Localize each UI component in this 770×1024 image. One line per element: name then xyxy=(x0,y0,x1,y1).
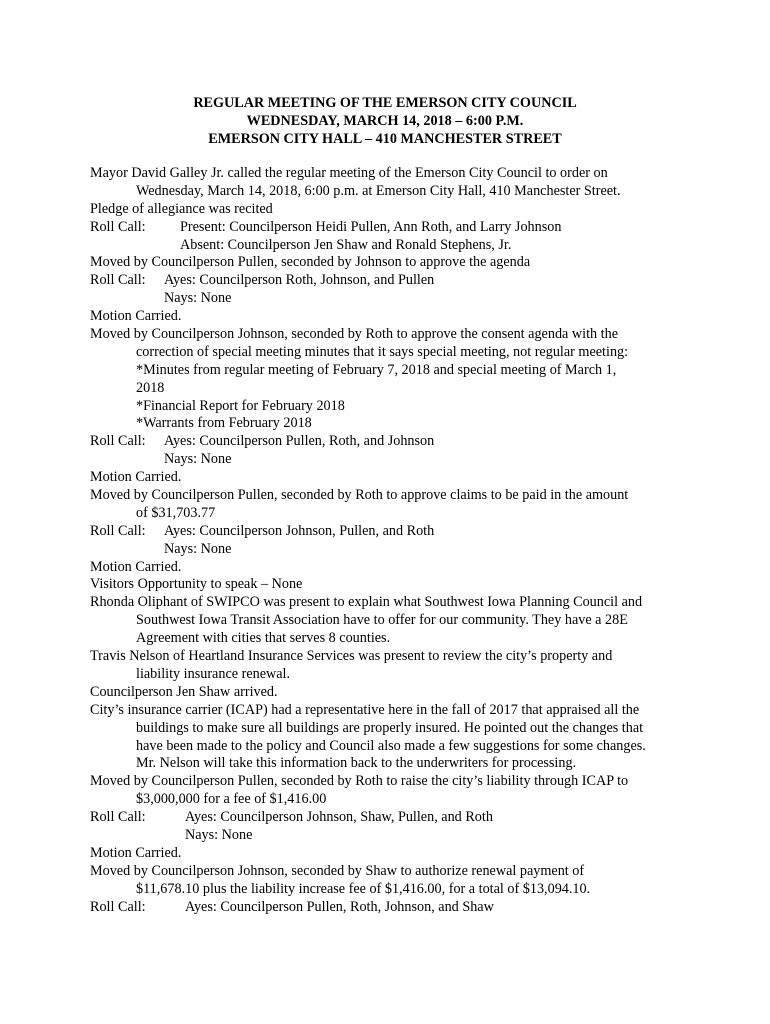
text-line: Mr. Nelson will take this information back to the underwriters for processing. xyxy=(136,755,577,772)
text-line: 2018 xyxy=(136,379,165,396)
roll-call-line xyxy=(90,809,690,827)
motion-carried: Motion Carried. xyxy=(90,558,182,575)
text-line: buildings to make sure all buildings are properly insured. He pointed out the changes that xyxy=(136,719,644,736)
roll-call-nays: Nays: None xyxy=(185,826,253,843)
header-date: WEDNESDAY, MARCH 14, 2018 – 6:00 P.M. xyxy=(246,112,524,129)
text-line: Rhonda Oliphant of SWIPCO was present to explain what Southwest Iowa Planning Council and xyxy=(90,594,643,611)
text-line: $11,678.10 plus the liability increase fee of $1,416.00, for a total of $13,094.10. xyxy=(136,880,591,897)
roll-call-label: Roll Call: xyxy=(90,433,146,450)
text-line: Wednesday, March 14, 2018, 6:00 p.m. at Emerson City Hall, 410 Manchester Street. xyxy=(136,182,621,199)
text-line: Travis Nelson of Heartland Insurance Services was present to review the city’s property and xyxy=(90,648,613,665)
text-line: Councilperson Jen Shaw arrived. xyxy=(90,683,278,700)
roll-call-line xyxy=(90,523,690,541)
motion-carried: Motion Carried. xyxy=(90,844,182,861)
minutes-body xyxy=(90,165,690,916)
roll-call-label: Roll Call: xyxy=(90,898,146,915)
roll-call-line xyxy=(90,899,690,917)
roll-call-label: Roll Call: xyxy=(90,809,146,826)
header-title: REGULAR MEETING OF THE EMERSON CITY COUNCIL xyxy=(193,95,577,111)
roll-call-nays: Nays: None xyxy=(164,451,232,468)
text-line: Southwest Iowa Transit Association have to offer for our community. They have a 28E xyxy=(136,612,628,629)
roll-call-ayes: Ayes: Councilperson Johnson, Shaw, Pullen, and Roth xyxy=(185,809,493,826)
text-line: Moved by Councilperson Pullen, seconded by Johnson to approve the agenda xyxy=(90,254,531,271)
text-line: *Warrants from February 2018 xyxy=(136,415,312,432)
text-line: Pledge of allegiance was recited xyxy=(90,200,273,217)
roll-call-label: Roll Call: xyxy=(90,218,146,235)
roll-call-nays: Nays: None xyxy=(164,540,232,557)
text-line: *Minutes from regular meeting of February 7, 2018 and special meeting of March 1, xyxy=(136,361,617,378)
text-line: Moved by Councilperson Johnson, seconded by Roth to approve the consent agenda with the xyxy=(90,326,618,343)
document-header xyxy=(0,95,770,149)
roll-call-label: Roll Call: xyxy=(90,522,146,539)
text-line: Moved by Councilperson Johnson, seconded by Shaw to authorize renewal payment of xyxy=(90,862,585,879)
header-location: EMERSON CITY HALL – 410 MANCHESTER STREET xyxy=(208,130,562,147)
text-line: Agreement with cities that serves 8 counties. xyxy=(136,630,391,647)
motion-carried: Motion Carried. xyxy=(90,308,182,325)
roll-call-ayes: Ayes: Councilperson Johnson, Pullen, and Roth xyxy=(164,522,435,539)
roll-call-line xyxy=(90,272,690,290)
roll-call-line xyxy=(90,219,690,237)
text-line: of $31,703.77 xyxy=(136,504,216,521)
text-line: City’s insurance carrier (ICAP) had a representative here in the fall of 2017 that appraised all the xyxy=(90,701,640,718)
roll-call-absent: Absent: Councilperson Jen Shaw and Ronald Stephens, Jr. xyxy=(180,236,512,253)
text-line: Moved by Councilperson Pullen, seconded by Roth to approve claims to be paid in the amount xyxy=(90,487,629,504)
roll-call-label: Roll Call: xyxy=(90,272,146,289)
roll-call-nays: Nays: None xyxy=(164,290,232,307)
text-line: correction of special meeting minutes that it says special meeting, not regular meeting: xyxy=(136,343,629,360)
text-line: Visitors Opportunity to speak – None xyxy=(90,576,303,593)
text-line: have been made to the policy and Council also made a few suggestions for some changes. xyxy=(136,737,646,754)
text-line: Mayor David Galley Jr. called the regular meeting of the Emerson City Council to order on xyxy=(90,165,608,181)
roll-call-line xyxy=(90,433,690,451)
roll-call-ayes: Ayes: Councilperson Roth, Johnson, and Pullen xyxy=(164,272,435,289)
motion-carried: Motion Carried. xyxy=(90,469,182,486)
text-line: *Financial Report for February 2018 xyxy=(136,397,345,414)
text-line: Moved by Councilperson Pullen, seconded by Roth to raise the city’s liability through ICAP to xyxy=(90,773,629,790)
text-line: $3,000,000 for a fee of $1,416.00 xyxy=(136,791,327,808)
text-line: liability insurance renewal. xyxy=(136,665,291,682)
roll-call-present: Present: Councilperson Heidi Pullen, Ann Roth, and Larry Johnson xyxy=(180,218,562,235)
roll-call-ayes: Ayes: Councilperson Pullen, Roth, and Johnson xyxy=(164,433,435,450)
roll-call-ayes: Ayes: Councilperson Pullen, Roth, Johnson, and Shaw xyxy=(185,898,494,915)
